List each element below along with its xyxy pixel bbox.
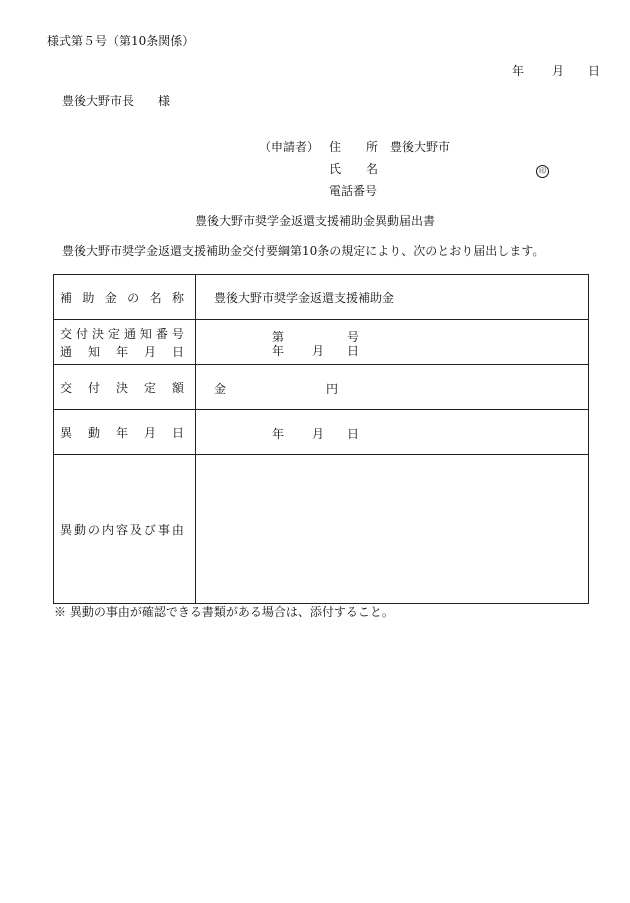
phone-label: 電話番号 <box>329 184 378 198</box>
label-char: 通 <box>123 326 136 341</box>
address-label-2: 所 <box>366 140 379 154</box>
label-change-details <box>54 455 196 604</box>
label-char: 定 <box>143 380 156 395</box>
label-char: び <box>143 522 156 537</box>
label-char: 通 <box>60 344 73 359</box>
intro-text: 豊後大野市奨学金返還支援補助金交付要綱第10条の規定により、次のとおり届出します。 <box>62 244 545 258</box>
table-row-subsidy-name <box>54 275 589 320</box>
label-char: 知 <box>139 326 152 341</box>
number-suffix: 号 <box>347 330 360 344</box>
change-day: 日 <box>347 427 360 441</box>
table-row-change-date <box>54 410 589 455</box>
label-char: 及 <box>129 522 142 537</box>
date-year-label: 年 <box>512 64 525 78</box>
label-char: 称 <box>171 290 184 305</box>
label-chars <box>60 289 184 306</box>
applicant-label: （申請者） <box>259 140 320 154</box>
label-char: 号 <box>171 326 184 341</box>
label-chars <box>60 343 184 360</box>
address-value: 豊後大野市 <box>390 140 451 154</box>
seal-mark <box>536 162 549 178</box>
change-year: 年 <box>272 427 285 441</box>
label-char: 名 <box>149 290 162 305</box>
label-subsidy-name <box>54 275 196 320</box>
label-char: 事 <box>157 522 170 537</box>
label-char: 付 <box>75 326 88 341</box>
label-char: 月 <box>143 425 156 440</box>
label-chars <box>60 325 184 342</box>
label-char: 額 <box>171 380 184 395</box>
notice-day: 日 <box>347 344 360 358</box>
label-char: 交 <box>60 326 73 341</box>
label-char: 補 <box>60 290 73 305</box>
label-char: 番 <box>155 326 168 341</box>
notification-form-table <box>53 274 589 604</box>
name-label-1: 氏 <box>329 162 342 176</box>
label-char: 容 <box>115 522 128 537</box>
amount-prefix: 金 <box>214 382 227 396</box>
label-char: 交 <box>60 380 73 395</box>
label-char: 月 <box>143 344 156 359</box>
table-row-change-details <box>54 455 589 604</box>
address-label-1: 住 <box>329 140 342 154</box>
name-label-2: 名 <box>366 162 379 176</box>
change-month: 月 <box>312 427 325 441</box>
label-char: 年 <box>115 344 128 359</box>
label-decision-number <box>54 320 196 365</box>
value-change-details[interactable] <box>196 455 589 604</box>
label-char: 日 <box>171 344 184 359</box>
date-month-label: 月 <box>552 64 565 78</box>
label-char: 異 <box>60 522 73 537</box>
label-char: 助 <box>82 290 95 305</box>
value-decision-number[interactable] <box>196 320 589 365</box>
label-chars <box>60 424 184 441</box>
label-char: 年 <box>115 425 128 440</box>
value-amount[interactable] <box>196 365 589 410</box>
label-change-date <box>54 410 196 455</box>
attachment-note: ※ 異動の事由が確認できる書類がある場合は、添付すること。 <box>54 605 394 619</box>
label-char: の <box>127 290 140 305</box>
value-subsidy-name: 豊後大野市奨学金返還支援補助金 <box>196 275 589 320</box>
label-char: 日 <box>171 425 184 440</box>
label-char: 決 <box>91 326 104 341</box>
form-number: 様式第５号（第10条関係） <box>47 34 195 48</box>
table-row-decision-number <box>54 320 589 365</box>
label-chars <box>60 521 184 538</box>
notice-month: 月 <box>312 344 325 358</box>
document-title: 豊後大野市奨学金返還支援補助金異動届出書 <box>194 214 435 228</box>
addressee-honorific: 様 <box>158 94 171 108</box>
label-amount <box>54 365 196 410</box>
addressee-name: 豊後大野市長 <box>62 94 135 108</box>
addressee <box>62 94 170 108</box>
label-char: 由 <box>171 522 184 537</box>
value-change-date[interactable] <box>196 410 589 455</box>
label-char: 定 <box>107 326 120 341</box>
seal-stamp-icon: 印 <box>536 165 549 178</box>
date-day-label: 日 <box>588 64 601 78</box>
notice-year: 年 <box>272 344 285 358</box>
number-prefix: 第 <box>272 330 285 344</box>
label-char: 決 <box>115 380 128 395</box>
label-char: 動 <box>87 425 100 440</box>
label-char: 金 <box>104 290 117 305</box>
label-char: 知 <box>87 344 100 359</box>
label-char: 異 <box>60 425 73 440</box>
table-row-amount <box>54 365 589 410</box>
label-char: の <box>87 522 100 537</box>
label-char: 内 <box>101 522 114 537</box>
label-char: 動 <box>73 522 86 537</box>
label-chars <box>60 379 184 396</box>
amount-suffix: 円 <box>326 382 339 396</box>
label-char: 付 <box>87 380 100 395</box>
